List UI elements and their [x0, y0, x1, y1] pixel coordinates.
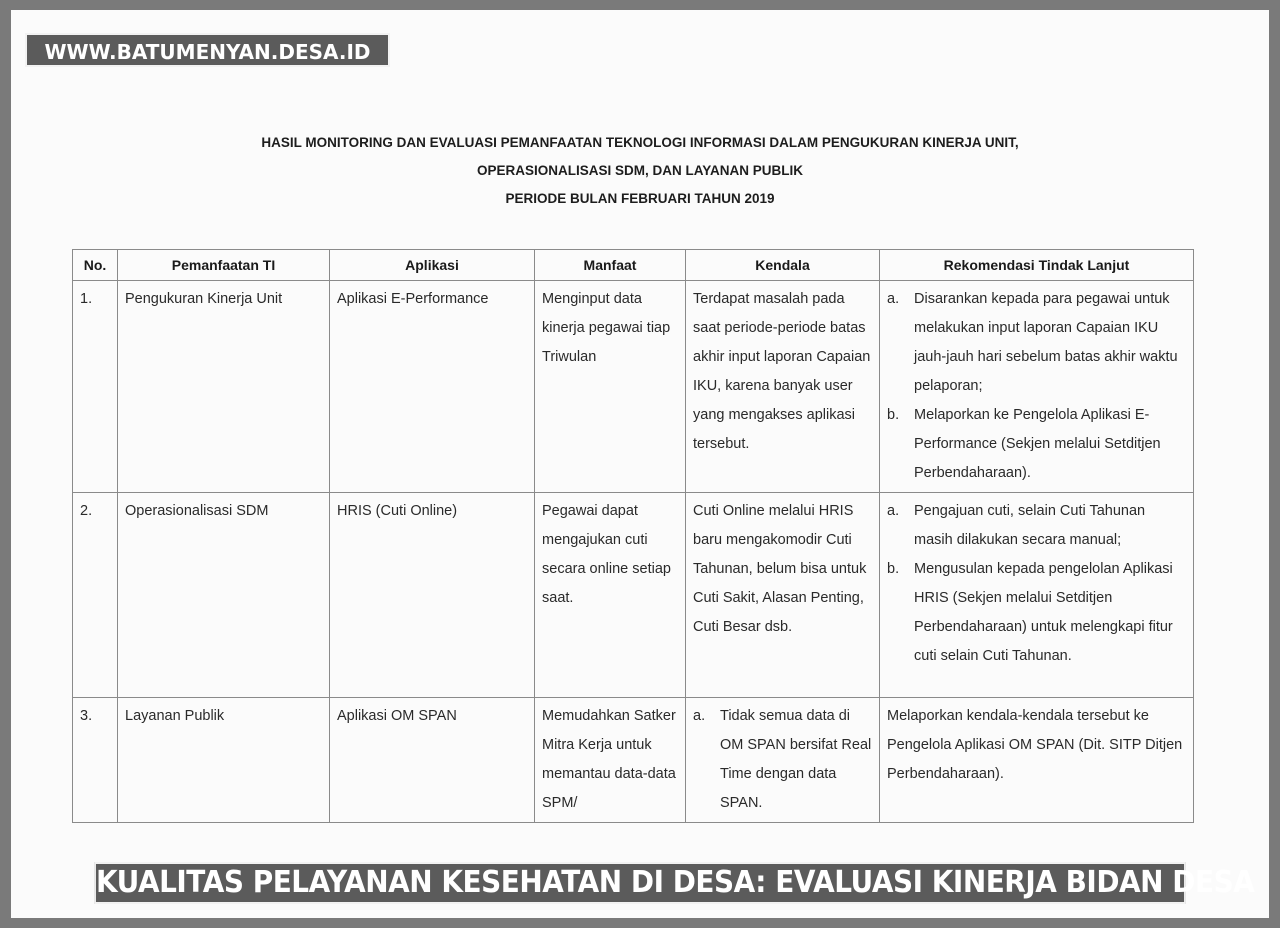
cell-kendala: Cuti Online melalui HRIS baru mengakomodir Cuti Tahunan, belum bisa untuk Cuti Sakit, Alasan Penting, Cuti Besar dsb.	[686, 493, 880, 698]
list-item	[887, 497, 1187, 555]
list-marker: b.	[887, 561, 900, 577]
cell-aplikasi: HRIS (Cuti Online)	[330, 493, 535, 698]
header-pemanfaatan: Pemanfaatan TI	[118, 250, 330, 281]
title-line-1: HASIL MONITORING DAN EVALUASI PEMANFAATAN TEKNOLOGI INFORMASI DALAM PENGUKURAN KINERJA UNIT,	[261, 135, 1019, 150]
cell-aplikasi: Aplikasi OM SPAN	[330, 698, 535, 823]
list-text: Mengusulan kepada pengelolan Aplikasi HRIS (Sekjen melalui Setditjen Perbendaharaan) untuk melengkapi fitur cuti selain Cuti Tahunan.	[914, 561, 1173, 664]
cell-manfaat: Pegawai dapat mengajukan cuti secara online setiap saat.	[535, 493, 686, 698]
title-line-2: OPERASIONALISASI SDM, DAN LAYANAN PUBLIK	[476, 163, 804, 178]
table-row	[73, 698, 1194, 823]
header-no: No.	[73, 250, 118, 281]
table-row	[73, 493, 1194, 698]
header-rekomendasi: Rekomendasi Tindak Lanjut	[880, 250, 1194, 281]
list-item	[887, 285, 1187, 401]
header-manfaat: Manfaat	[535, 250, 686, 281]
list-text: Tidak semua data di OM SPAN bersifat Real Time dengan data SPAN.	[720, 708, 872, 811]
list-marker: a.	[887, 291, 900, 307]
site-watermark: WWW.BATUMENYAN.DESA.ID	[25, 33, 390, 67]
table-header-row	[73, 250, 1194, 281]
cell-manfaat: Menginput data kinerja pegawai tiap Triwulan	[535, 281, 686, 493]
document-title	[100, 133, 1180, 217]
list-marker: a.	[887, 503, 900, 519]
list-marker: b.	[887, 407, 900, 423]
cell-pemanfaatan: Operasionalisasi SDM	[118, 493, 330, 698]
cell-aplikasi: Aplikasi E-Performance	[330, 281, 535, 493]
cell-no: 1.	[73, 281, 118, 493]
caption-banner: KUALITAS PELAYANAN KESEHATAN DI DESA: EVALUASI KINERJA BIDAN DESA	[94, 862, 1186, 904]
list-text: Melaporkan ke Pengelola Aplikasi E-Performance (Sekjen melalui Setditjen Perbendaharaan).	[914, 407, 1161, 481]
cell-manfaat: Memudahkan Satker Mitra Kerja untuk memantau data-data SPM/	[535, 698, 686, 823]
title-line-3: PERIODE BULAN FEBRUARI TAHUN 2019	[505, 191, 775, 206]
list-item	[887, 401, 1187, 488]
cell-pemanfaatan: Layanan Publik	[118, 698, 330, 823]
header-aplikasi: Aplikasi	[330, 250, 535, 281]
cell-no: 3.	[73, 698, 118, 823]
cell-pemanfaatan: Pengukuran Kinerja Unit	[118, 281, 330, 493]
header-kendala: Kendala	[686, 250, 880, 281]
list-marker: a.	[693, 708, 706, 724]
cell-kendala: Terdapat masalah pada saat periode-periode batas akhir input laporan Capaian IKU, karena banyak user yang mengakses aplikasi tersebut.	[686, 281, 880, 493]
cell-rekomendasi	[880, 281, 1194, 493]
cell-rekomendasi	[880, 493, 1194, 698]
cell-kendala	[686, 698, 880, 823]
cell-no: 2.	[73, 493, 118, 698]
cell-rekomendasi: Melaporkan kendala-kendala tersebut ke Pengelola Aplikasi OM SPAN (Dit. SITP Ditjen Perbendaharaan).	[880, 698, 1194, 823]
list-text: Disarankan kepada para pegawai untuk melakukan input laporan Capaian IKU jauh-jauh hari sebelum batas akhir waktu pelaporan;	[914, 291, 1178, 394]
list-item	[693, 702, 873, 818]
list-text: Pengajuan cuti, selain Cuti Tahunan masih dilakukan secara manual;	[914, 503, 1146, 548]
list-item	[887, 555, 1187, 671]
table-row	[73, 281, 1194, 493]
evaluation-table	[72, 249, 1194, 823]
